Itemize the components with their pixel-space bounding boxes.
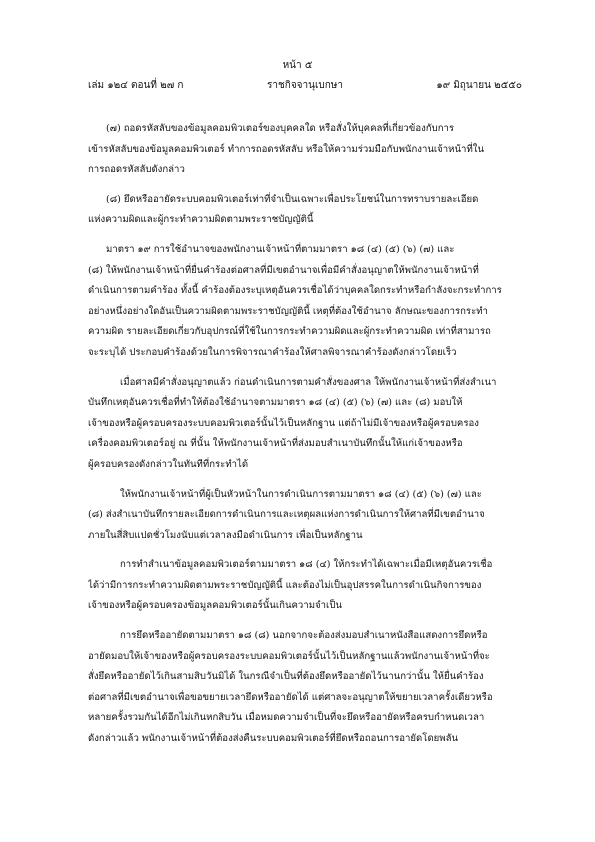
body-line: สั่งยึดหรืออายัดไว้เกินสามสิบวันมิได้ ในกรณีจำเป็นที่ต้องยึดหรืออายัดไว้นานกว่านั้น ให้ยื่นคำร้อง bbox=[88, 671, 484, 683]
body-line: ภายในสี่สิบแปดชั่วโมงนับแต่เวลาลงมือดำเนินการ เพื่อเป็นหลักฐาน bbox=[88, 529, 363, 541]
body-line: ต่อศาลที่มีเขตอำนาจเพื่อขอขยายเวลายึดหรืออายัดได้ แต่ศาลจะอนุญาตให้ขยายเวลาครั้งเดียวหรือ bbox=[88, 691, 493, 703]
body-line: ผู้ครอบครองดังกล่าวในทันทีที่กระทำได้ bbox=[88, 458, 249, 470]
paragraph-start-line: การทำสำเนาข้อมูลคอมพิวเตอร์ตามมาตรา ๑๘ (๔) ให้กระทำได้เฉพาะเมื่อมีเหตุอันควรเชื่อ bbox=[120, 559, 493, 571]
document-body bbox=[88, 119, 522, 750]
body-line: (๘) ส่งสำเนาบันทึกรายละเอียดการดำเนินการและเหตุผลแห่งการดำเนินการให้ศาลที่มีเขตอำนาจ bbox=[88, 509, 485, 521]
clause-7-line: (๗) ถอดรหัสลับของข้อมูลคอมพิวเตอร์ของบุคคลใด หรือสั่งให้บุคคลที่เกี่ยวข้องกับการ bbox=[106, 123, 455, 134]
clause-8-line: (๘) ยึดหรืออายัดระบบคอมพิวเตอร์เท่าที่จำเป็นเฉพาะเพื่อประโยชน์ในการทราบรายละเอียด bbox=[106, 193, 479, 205]
gazette-title: ราชกิจจานุเบกษา bbox=[266, 80, 344, 91]
body-line: บันทึกเหตุอันควรเชื่อที่ทำให้ต้องใช้อำนาจตามมาตรา ๑๘ (๔) (๕) (๖) (๗) และ (๘) มอบให้ bbox=[88, 397, 463, 409]
body-line: เครื่องคอมพิวเตอร์อยู่ ณ ที่นั้น ให้พนักงานเจ้าหน้าที่ส่งมอบสำเนาบันทึกนั้นให้แก่เจ้าของหรือ bbox=[88, 438, 463, 450]
paragraph-start-line: การยึดหรืออายัดตามมาตรา ๑๘ (๘) นอกจากจะต้องส่งมอบสำเนาหนังสือแสดงการยึดหรือ bbox=[120, 630, 488, 642]
body-line: ได้ว่ามีการกระทำความผิดตามพระราชบัญญัตินี้ และต้องไม่เป็นอุปสรรคในการดำเนินกิจการของ bbox=[88, 579, 482, 591]
body-line: จะระบุได้ ประกอบคำร้องด้วยในการพิจารณาคำร้องให้ศาลพิจารณาคำร้องดังกล่าวโดยเร็ว bbox=[88, 346, 457, 358]
body-line: ดังกล่าวแล้ว พนักงานเจ้าหน้าที่ต้องส่งคืนระบบคอมพิวเตอร์ที่ยึดหรือถอนการอายัดโดยพลัน bbox=[88, 733, 459, 745]
body-line: หลายครั้งรวมกันได้อีกไม่เกินหกสิบวัน เมื่อหมดความจำเป็นที่จะยึดหรืออายัดหรือครบกำหนดเวลา bbox=[88, 712, 485, 724]
body-line: อย่างหนึ่งอย่างใดอันเป็นความผิดตามพระราชบัญญัตินี้ เหตุที่ต้องใช้อำนาจ ลักษณะของการกระทำ bbox=[88, 305, 488, 317]
paragraph-start-line: เมื่อศาลมีคำสั่งอนุญาตแล้ว ก่อนดำเนินการตามคำสั่งของศาล ให้พนักงานเจ้าหน้าที่ส่งสำเนา bbox=[120, 376, 497, 388]
body-line: ดำเนินการตามคำร้อง ทั้งนี้ คำร้องต้องระบุเหตุอันควรเชื่อได้ว่าบุคคลใดกระทำหรือกำลังจะกระทำการ bbox=[88, 285, 502, 297]
volume-issue: เล่ม ๑๒๔ ตอนที่ ๒๗ ก bbox=[88, 80, 184, 91]
body-line: แห่งความผิดและผู้กระทำความผิดตามพระราชบัญญัตินี้ bbox=[88, 214, 314, 226]
body-line: เข้ารหัสลับของข้อมูลคอมพิวเตอร์ ทำการถอดรหัสลับ หรือให้ความร่วมมือกับพนักงานเจ้าหน้าที่ใน bbox=[88, 143, 485, 155]
section-19-heading-line: มาตรา ๑๙ การใช้อำนาจของพนักงานเจ้าหน้าที่ตามมาตรา ๑๘ (๔) (๕) (๖) (๗) และ bbox=[106, 243, 455, 255]
gazette-header bbox=[88, 76, 522, 92]
publication-date: ๑๙ มิถุนายน ๒๕๕๐ bbox=[436, 80, 522, 91]
body-line: การถอดรหัสลับดังกล่าว bbox=[88, 164, 185, 176]
body-line: (๘) ให้พนักงานเจ้าหน้าที่ยื่นคำร้องต่อศาลที่มีเขตอำนาจเพื่อมีคำสั่งอนุญาตให้พนักงานเจ้าหน้าที่ bbox=[88, 264, 479, 276]
paragraph-start-line: ให้พนักงานเจ้าหน้าที่ผู้เป็นหัวหน้าในการดำเนินการตามมาตรา ๑๘ (๔) (๕) (๖) (๗) และ bbox=[120, 488, 482, 500]
page-number: หน้า ๕ bbox=[282, 60, 313, 71]
body-line: เจ้าของหรือผู้ครอบครองระบบคอมพิวเตอร์นั้นไว้เป็นหลักฐาน แต่ถ้าไม่มีเจ้าของหรือผู้ครอบครอง bbox=[88, 417, 479, 429]
body-line: อายัดมอบให้เจ้าของหรือผู้ครอบครองระบบคอมพิวเตอร์นั้นไว้เป็นหลักฐานแล้วพนักงานเจ้าหน้าที่จะ bbox=[88, 650, 490, 662]
body-line: เจ้าของหรือผู้ครอบครองข้อมูลคอมพิวเตอร์นั้นเกินความจำเป็น bbox=[88, 600, 342, 612]
body-line: ความผิด รายละเอียดเกี่ยวกับอุปกรณ์ที่ใช้ในการกระทำความผิดและผู้กระทำความผิด เท่าที่สามารถ bbox=[88, 326, 491, 338]
